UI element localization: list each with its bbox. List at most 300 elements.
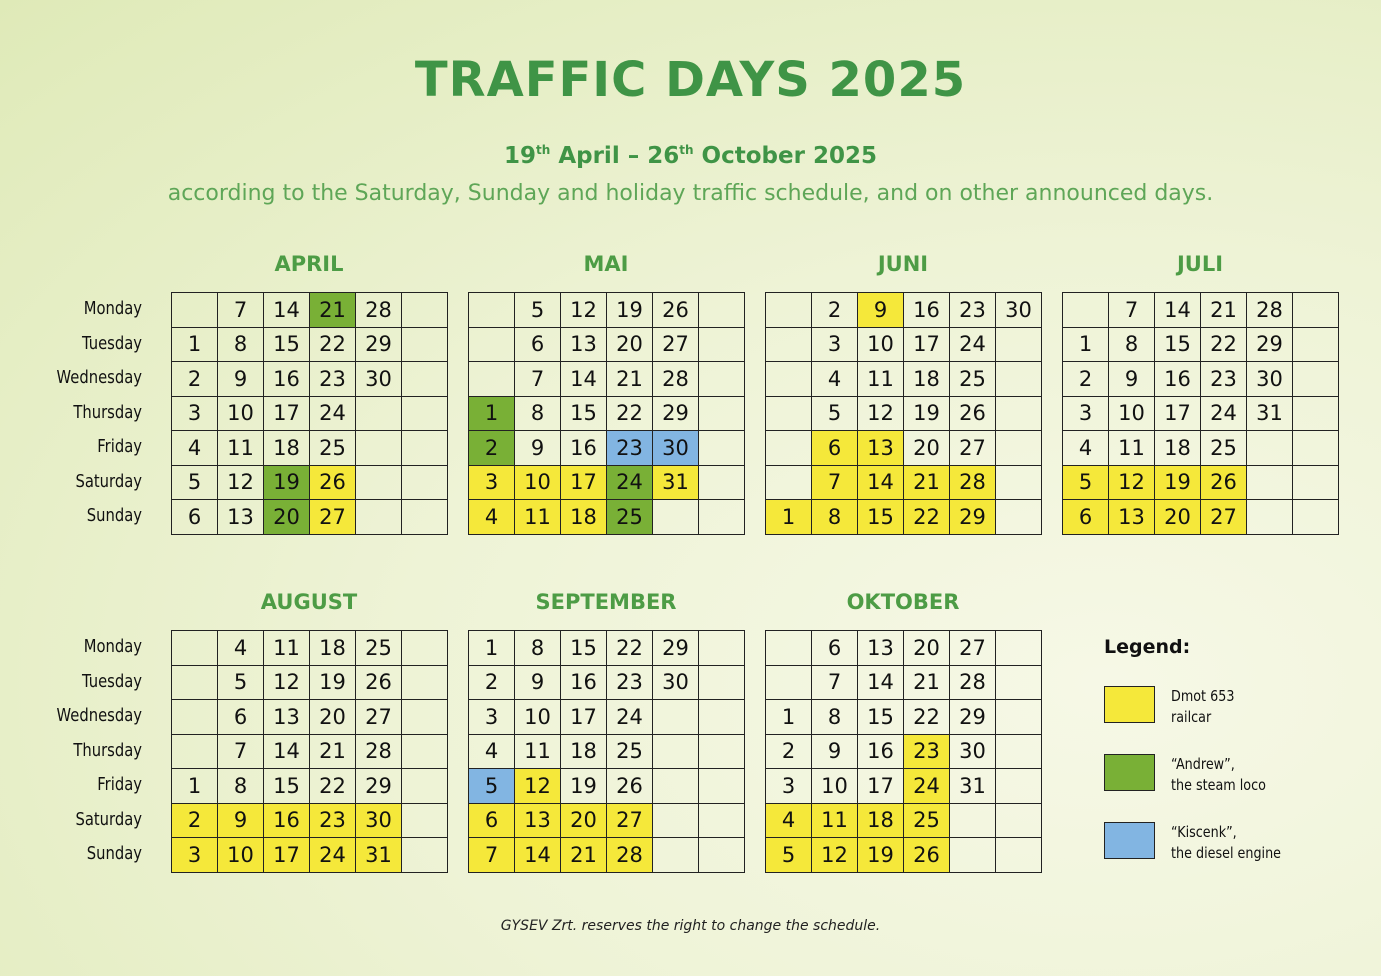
day-cell: 20 <box>904 631 950 666</box>
day-cell: 5 <box>469 769 515 804</box>
day-cell: 27 <box>607 803 653 838</box>
day-cell: 28 <box>356 293 402 328</box>
day-cell <box>996 362 1042 397</box>
day-cell <box>699 631 745 666</box>
day-cell: 1 <box>766 700 812 735</box>
weekday-label: Wednesday <box>56 705 143 726</box>
day-cell <box>356 431 402 466</box>
weekday-row <box>469 500 745 535</box>
day-cell: 23 <box>950 293 996 328</box>
day-cell: 4 <box>172 431 218 466</box>
day-cell: 9 <box>1109 362 1155 397</box>
weekday-row <box>766 803 1042 838</box>
day-cell: 11 <box>812 803 858 838</box>
weekday-row <box>766 631 1042 666</box>
day-cell <box>1293 396 1339 431</box>
day-cell: 30 <box>950 734 996 769</box>
day-cell: 3 <box>1063 396 1109 431</box>
day-cell <box>653 838 699 873</box>
day-cell: 30 <box>653 665 699 700</box>
day-cell: 4 <box>469 734 515 769</box>
day-cell <box>996 769 1042 804</box>
day-cell: 30 <box>1247 362 1293 397</box>
legend-item-steam-loco <box>1104 754 1364 792</box>
day-cell <box>1247 465 1293 500</box>
day-cell: 13 <box>218 500 264 535</box>
day-cell: 16 <box>264 362 310 397</box>
month-title: OKTOBER <box>846 590 960 614</box>
day-cell <box>950 803 996 838</box>
weekday-row <box>469 838 745 873</box>
weekday-row <box>469 700 745 735</box>
day-cell <box>699 431 745 466</box>
weekday-row <box>172 700 448 735</box>
legend <box>1104 636 1364 890</box>
day-cell: 3 <box>469 465 515 500</box>
day-cell: 14 <box>264 734 310 769</box>
day-cell: 29 <box>950 700 996 735</box>
day-cell: 21 <box>904 665 950 700</box>
month-table <box>171 630 448 873</box>
day-cell: 29 <box>653 631 699 666</box>
weekday-label: Saturday <box>75 808 142 830</box>
day-cell: 21 <box>904 465 950 500</box>
day-cell: 7 <box>515 362 561 397</box>
day-cell <box>402 465 448 500</box>
month-title: MAI <box>583 252 629 276</box>
day-cell: 8 <box>812 500 858 535</box>
month-oktober <box>765 590 1042 873</box>
day-cell: 31 <box>653 465 699 500</box>
day-cell: 11 <box>858 362 904 397</box>
day-cell: 29 <box>950 500 996 535</box>
day-cell <box>766 665 812 700</box>
day-cell: 20 <box>607 327 653 362</box>
day-cell: 10 <box>218 396 264 431</box>
day-cell: 14 <box>1155 293 1201 328</box>
day-cell <box>766 396 812 431</box>
day-cell: 3 <box>172 838 218 873</box>
day-cell: 10 <box>858 327 904 362</box>
day-cell: 22 <box>607 631 653 666</box>
weekday-row <box>766 838 1042 873</box>
day-cell <box>699 465 745 500</box>
day-cell: 1 <box>469 396 515 431</box>
day-cell: 22 <box>904 700 950 735</box>
footer-note: GYSEV Zrt. reserves the right to change the schedule. <box>500 918 881 934</box>
day-cell <box>172 293 218 328</box>
day-cell <box>996 803 1042 838</box>
day-cell: 14 <box>264 293 310 328</box>
day-cell: 27 <box>653 327 699 362</box>
day-cell: 25 <box>607 734 653 769</box>
day-cell <box>653 769 699 804</box>
day-cell <box>766 327 812 362</box>
day-cell <box>402 838 448 873</box>
day-cell <box>402 803 448 838</box>
day-cell: 13 <box>1109 500 1155 535</box>
day-cell <box>402 500 448 535</box>
day-cell <box>356 465 402 500</box>
legend-diesel-line1: “Kiscenk”, <box>1171 823 1237 841</box>
day-cell <box>766 465 812 500</box>
green-swatch <box>1104 754 1155 791</box>
weekday-label: Sunday <box>86 843 142 864</box>
day-cell <box>653 700 699 735</box>
day-cell: 9 <box>218 362 264 397</box>
yellow-swatch <box>1104 686 1155 723</box>
day-cell: 3 <box>172 396 218 431</box>
day-cell: 11 <box>218 431 264 466</box>
day-cell: 29 <box>653 396 699 431</box>
day-cell <box>356 500 402 535</box>
day-cell: 15 <box>858 700 904 735</box>
day-cell <box>469 327 515 362</box>
weekday-row <box>172 327 448 362</box>
day-cell: 7 <box>1109 293 1155 328</box>
day-cell: 25 <box>356 631 402 666</box>
weekday-row <box>469 803 745 838</box>
month-title: APRIL <box>274 252 344 276</box>
weekday-row <box>766 500 1042 535</box>
day-cell: 29 <box>356 769 402 804</box>
day-cell: 4 <box>766 803 812 838</box>
day-cell: 9 <box>515 431 561 466</box>
month-table <box>1062 292 1339 535</box>
day-cell <box>996 396 1042 431</box>
day-cell: 17 <box>858 769 904 804</box>
day-cell: 12 <box>218 465 264 500</box>
day-cell: 31 <box>356 838 402 873</box>
day-cell: 18 <box>1155 431 1201 466</box>
day-cell: 5 <box>218 665 264 700</box>
weekday-row <box>172 734 448 769</box>
day-cell: 14 <box>858 665 904 700</box>
day-cell: 6 <box>812 431 858 466</box>
weekday-label: Monday <box>83 298 142 319</box>
day-cell: 25 <box>904 803 950 838</box>
day-cell: 28 <box>653 362 699 397</box>
day-cell: 16 <box>264 803 310 838</box>
day-cell: 26 <box>950 396 996 431</box>
day-cell <box>699 396 745 431</box>
day-cell: 24 <box>1201 396 1247 431</box>
weekday-label: Sunday <box>86 505 142 526</box>
weekday-row <box>172 396 448 431</box>
day-cell <box>996 734 1042 769</box>
day-cell: 26 <box>310 465 356 500</box>
day-cell: 28 <box>950 465 996 500</box>
day-cell: 17 <box>904 327 950 362</box>
weekday-row <box>469 396 745 431</box>
day-cell <box>1293 293 1339 328</box>
day-cell <box>699 665 745 700</box>
day-cell: 24 <box>310 838 356 873</box>
day-cell <box>996 465 1042 500</box>
day-cell: 2 <box>469 431 515 466</box>
day-cell: 1 <box>469 631 515 666</box>
weekday-row <box>469 327 745 362</box>
schedule-description: according to the Saturday, Sunday and holiday traffic schedule, and on other announced days. <box>167 181 1214 206</box>
day-cell: 21 <box>561 838 607 873</box>
weekday-row <box>1063 431 1339 466</box>
day-cell: 6 <box>469 803 515 838</box>
day-cell: 12 <box>1109 465 1155 500</box>
weekday-row <box>766 465 1042 500</box>
day-cell: 5 <box>1063 465 1109 500</box>
day-cell <box>699 803 745 838</box>
day-cell <box>766 431 812 466</box>
day-cell: 7 <box>218 734 264 769</box>
weekday-labels <box>0 630 142 872</box>
day-cell <box>172 665 218 700</box>
day-cell: 5 <box>172 465 218 500</box>
day-cell: 20 <box>904 431 950 466</box>
month-title: AUGUST <box>260 590 358 614</box>
day-cell: 26 <box>356 665 402 700</box>
day-cell: 13 <box>515 803 561 838</box>
legend-item-railcar <box>1104 686 1364 724</box>
day-cell: 18 <box>310 631 356 666</box>
day-cell: 5 <box>515 293 561 328</box>
weekday-labels <box>0 292 142 534</box>
day-cell: 28 <box>950 665 996 700</box>
month-table <box>468 630 745 873</box>
day-cell: 11 <box>515 500 561 535</box>
day-cell: 19 <box>607 293 653 328</box>
day-cell: 17 <box>264 838 310 873</box>
day-cell: 28 <box>356 734 402 769</box>
day-cell: 18 <box>858 803 904 838</box>
page-title: TRAFFIC DAYS 2025 <box>414 52 967 108</box>
weekday-row <box>469 734 745 769</box>
day-cell: 22 <box>310 327 356 362</box>
weekday-row <box>1063 362 1339 397</box>
day-cell: 27 <box>950 631 996 666</box>
day-cell <box>699 362 745 397</box>
day-cell: 3 <box>812 327 858 362</box>
day-cell: 10 <box>812 769 858 804</box>
day-cell: 18 <box>904 362 950 397</box>
day-cell: 25 <box>1201 431 1247 466</box>
end-month-year: October 2025 <box>701 143 877 169</box>
day-cell <box>402 631 448 666</box>
month-table <box>765 630 1042 873</box>
day-cell: 12 <box>264 665 310 700</box>
day-cell: 10 <box>515 465 561 500</box>
day-cell: 28 <box>607 838 653 873</box>
day-cell: 27 <box>950 431 996 466</box>
day-cell <box>699 769 745 804</box>
day-cell: 6 <box>1063 500 1109 535</box>
day-cell: 15 <box>561 631 607 666</box>
day-cell <box>699 700 745 735</box>
month-april <box>171 252 448 535</box>
day-cell: 1 <box>172 327 218 362</box>
day-cell: 4 <box>218 631 264 666</box>
day-cell <box>1247 500 1293 535</box>
day-cell: 20 <box>561 803 607 838</box>
day-cell <box>1063 293 1109 328</box>
day-cell: 31 <box>950 769 996 804</box>
day-cell <box>1293 431 1339 466</box>
day-cell: 29 <box>356 327 402 362</box>
day-cell: 2 <box>766 734 812 769</box>
day-cell: 23 <box>310 803 356 838</box>
range-dash: – <box>627 143 640 169</box>
weekday-label: Saturday <box>75 470 142 492</box>
weekday-row <box>766 431 1042 466</box>
day-cell: 17 <box>561 700 607 735</box>
day-cell <box>402 665 448 700</box>
day-cell <box>172 631 218 666</box>
day-cell: 30 <box>996 293 1042 328</box>
day-cell: 24 <box>310 396 356 431</box>
month-table <box>171 292 448 535</box>
weekday-row <box>172 431 448 466</box>
day-cell: 15 <box>1155 327 1201 362</box>
month-mai <box>468 252 745 535</box>
day-cell: 19 <box>1155 465 1201 500</box>
day-cell <box>402 769 448 804</box>
day-cell: 4 <box>812 362 858 397</box>
day-cell: 23 <box>607 431 653 466</box>
day-cell: 20 <box>1155 500 1201 535</box>
day-cell: 29 <box>1247 327 1293 362</box>
month-juni <box>765 252 1042 535</box>
day-cell: 23 <box>310 362 356 397</box>
weekday-row <box>172 838 448 873</box>
day-cell: 6 <box>812 631 858 666</box>
day-cell: 21 <box>1201 293 1247 328</box>
day-cell <box>996 327 1042 362</box>
day-cell: 7 <box>812 665 858 700</box>
day-cell: 27 <box>1201 500 1247 535</box>
legend-railcar-line1: Dmot 653 <box>1171 687 1235 705</box>
weekday-row <box>766 327 1042 362</box>
end-day: 26 <box>647 143 680 169</box>
day-cell: 15 <box>561 396 607 431</box>
day-cell: 9 <box>858 293 904 328</box>
day-cell: 16 <box>561 431 607 466</box>
month-title: SEPTEMBER <box>535 590 677 614</box>
day-cell: 26 <box>1201 465 1247 500</box>
weekday-row <box>1063 327 1339 362</box>
day-cell: 27 <box>310 500 356 535</box>
weekday-row <box>172 769 448 804</box>
day-cell: 7 <box>469 838 515 873</box>
weekday-row <box>1063 465 1339 500</box>
day-cell: 28 <box>1247 293 1293 328</box>
day-cell <box>996 631 1042 666</box>
weekday-row <box>766 700 1042 735</box>
day-cell: 11 <box>264 631 310 666</box>
day-cell <box>356 396 402 431</box>
day-cell <box>402 431 448 466</box>
date-range <box>0 143 1381 169</box>
day-cell: 5 <box>812 396 858 431</box>
day-cell <box>653 734 699 769</box>
weekday-row <box>172 631 448 666</box>
weekday-row <box>469 362 745 397</box>
day-cell: 14 <box>858 465 904 500</box>
day-cell: 13 <box>858 631 904 666</box>
weekday-row <box>766 293 1042 328</box>
day-cell: 21 <box>310 734 356 769</box>
day-cell <box>1293 500 1339 535</box>
day-cell: 30 <box>653 431 699 466</box>
day-cell: 2 <box>172 803 218 838</box>
month-title: JULI <box>1176 252 1224 276</box>
day-cell: 18 <box>561 734 607 769</box>
day-cell: 17 <box>561 465 607 500</box>
day-cell: 26 <box>653 293 699 328</box>
weekday-label: Tuesday <box>81 670 142 692</box>
start-suffix: th <box>536 143 551 157</box>
month-table <box>765 292 1042 535</box>
weekday-label: Tuesday <box>81 332 142 354</box>
day-cell: 21 <box>310 293 356 328</box>
end-suffix: th <box>679 143 694 157</box>
day-cell <box>1293 327 1339 362</box>
start-month: April <box>558 143 620 169</box>
day-cell: 3 <box>469 700 515 735</box>
day-cell: 25 <box>310 431 356 466</box>
day-cell <box>402 327 448 362</box>
weekday-row <box>766 665 1042 700</box>
day-cell <box>699 500 745 535</box>
day-cell: 17 <box>264 396 310 431</box>
day-cell: 8 <box>515 396 561 431</box>
day-cell: 23 <box>904 734 950 769</box>
day-cell: 5 <box>766 838 812 873</box>
day-cell: 19 <box>858 838 904 873</box>
weekday-row <box>172 665 448 700</box>
day-cell <box>402 362 448 397</box>
day-cell: 6 <box>515 327 561 362</box>
day-cell: 16 <box>1155 362 1201 397</box>
legend-steam-line1: “Andrew”, <box>1171 755 1235 773</box>
weekday-row <box>1063 293 1339 328</box>
weekday-row <box>766 362 1042 397</box>
day-cell: 25 <box>950 362 996 397</box>
weekday-row <box>469 465 745 500</box>
day-cell <box>699 327 745 362</box>
weekday-row <box>766 396 1042 431</box>
day-cell: 26 <box>904 838 950 873</box>
day-cell: 2 <box>1063 362 1109 397</box>
day-cell: 22 <box>607 396 653 431</box>
day-cell <box>653 500 699 535</box>
weekday-row <box>172 500 448 535</box>
day-cell <box>402 734 448 769</box>
weekday-row <box>469 431 745 466</box>
day-cell: 13 <box>858 431 904 466</box>
day-cell: 4 <box>1063 431 1109 466</box>
weekday-label: Friday <box>97 436 142 457</box>
weekday-label: Friday <box>97 774 142 795</box>
month-title: JUNI <box>877 252 929 276</box>
day-cell <box>653 803 699 838</box>
day-cell: 11 <box>1109 431 1155 466</box>
day-cell: 30 <box>356 362 402 397</box>
day-cell: 20 <box>264 500 310 535</box>
legend-railcar-line2: railcar <box>1171 708 1212 726</box>
day-cell <box>766 362 812 397</box>
day-cell: 4 <box>469 500 515 535</box>
day-cell: 9 <box>218 803 264 838</box>
day-cell <box>402 293 448 328</box>
